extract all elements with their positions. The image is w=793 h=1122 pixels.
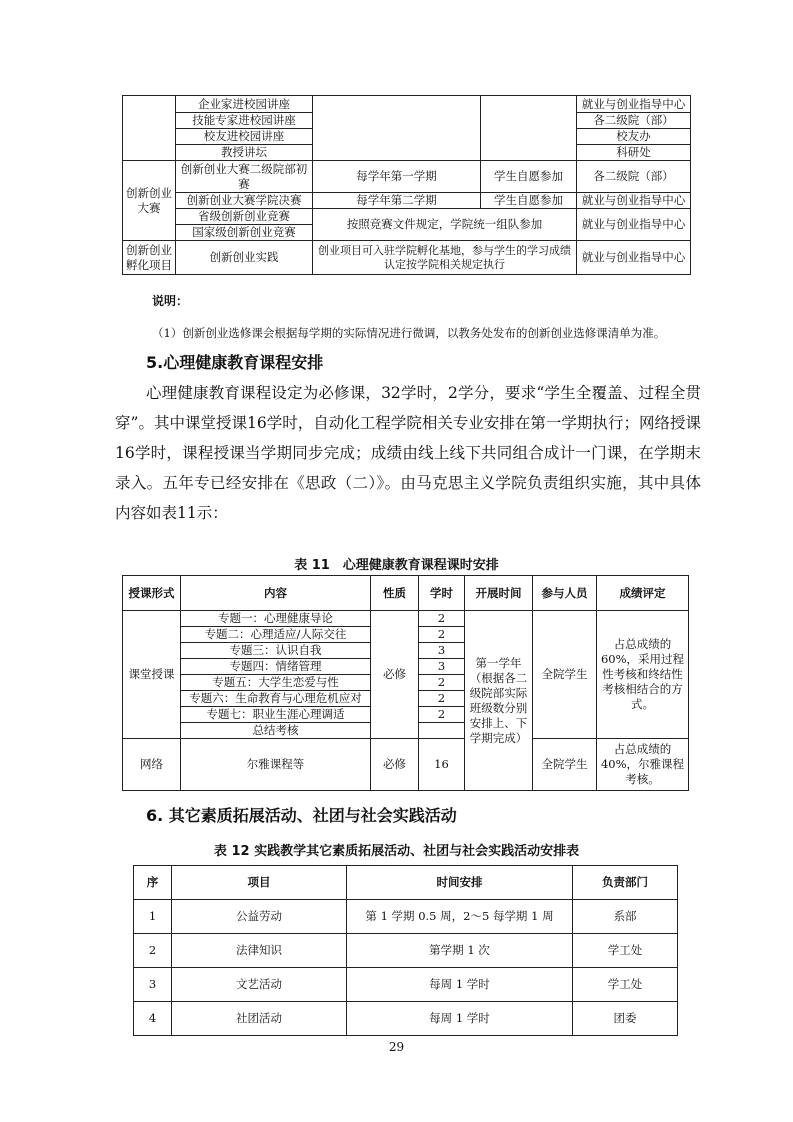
item-cell: 校友进校园讲座 xyxy=(176,129,313,145)
psych-course-table xyxy=(122,575,689,791)
innovation-activities-table xyxy=(122,95,691,275)
dept-cell: 各二级院（部） xyxy=(577,161,691,193)
row-number-cell: 1 xyxy=(134,900,172,934)
header-cell: 参与人员 xyxy=(533,576,597,611)
note-title: 说明： xyxy=(152,294,189,308)
topic-cell: 专题六：生命教育与心理危机应对 xyxy=(181,691,371,707)
teaching-form-cell: 课堂授课 xyxy=(123,611,181,739)
dept-cell: 就业与创业指导中心 xyxy=(577,193,691,209)
item-cell: 法律知识 xyxy=(172,934,347,968)
dept-cell: 学工处 xyxy=(573,968,678,1002)
topic-cell: 专题七：职业生涯心理调适 xyxy=(181,707,371,723)
mode-cell: 学生自愿参加 xyxy=(481,193,577,209)
hours-cell: 2 xyxy=(419,675,465,691)
teaching-form-cell: 网络 xyxy=(123,739,181,791)
header-cell: 开展时间 xyxy=(465,576,533,611)
header-cell: 成绩评定 xyxy=(597,576,689,611)
hours-cell xyxy=(419,723,465,739)
content-cell: 尔雅课程等 xyxy=(181,739,371,791)
item-cell: 公益劳动 xyxy=(172,900,347,934)
header-cell: 授课形式 xyxy=(123,576,181,611)
item-cell: 文艺活动 xyxy=(172,968,347,1002)
participants-cell: 全院学生 xyxy=(533,739,597,791)
item-cell: 创新创业大赛二级院部初赛 xyxy=(176,161,313,193)
section5-paragraph: 心理健康教育课程设定为必修课，32学时，2学分，要求“学生全覆盖、过程全贯穿”。其中课堂授课16学时，自动化工程学院相关专业安排在第一学期执行；网络授课16学时，课程授课当学期同步完成；成绩由线上线下共同组合成计一门课，在学期末录入。五年专已经安排在《思政（二）》。由马克思主义学院负责组织实施，其中具体内容如表11示： xyxy=(115,384,701,522)
item-cell: 企业家进校园讲座 xyxy=(176,96,313,113)
time-cell: 按照竞赛文件规定，学院统一组队参加 xyxy=(313,209,577,241)
topic-cell: 总结考核 xyxy=(181,723,371,739)
mode-cell: 学生自愿参加 xyxy=(481,161,577,193)
nature-cell: 必修 xyxy=(371,611,419,739)
row-number-cell: 2 xyxy=(134,934,172,968)
time-cell: 每周 1 学时 xyxy=(347,1002,573,1036)
topic-cell: 专题三：认识自我 xyxy=(181,643,371,659)
grading-cell: 占总成绩的60%，采用过程性考核和终结性考核相结合的方式。 xyxy=(597,611,689,739)
topic-cell: 专题四：情绪管理 xyxy=(181,659,371,675)
hours-cell: 3 xyxy=(419,643,465,659)
dept-cell: 学工处 xyxy=(573,934,678,968)
activities-table xyxy=(133,865,678,1036)
dept-cell: 科研处 xyxy=(577,145,691,161)
participants-cell: 全院学生 xyxy=(533,611,597,739)
dept-cell: 就业与创业指导中心 xyxy=(577,241,691,275)
time-cell xyxy=(313,96,481,161)
row-number-cell: 4 xyxy=(134,1002,172,1036)
header-cell: 负责部门 xyxy=(573,866,678,900)
table11-caption: 表 11 心理健康教育课程课时安排 xyxy=(294,558,499,573)
topic-cell: 专题五：大学生恋爱与性 xyxy=(181,675,371,691)
item-cell: 省级创新创业竞赛 xyxy=(176,209,313,225)
grading-cell: 占总成绩的40%，尔雅课程考核。 xyxy=(597,739,689,791)
item-cell: 创新创业大赛学院决赛 xyxy=(176,193,313,209)
item-cell: 国家级创新创业竞赛 xyxy=(176,225,313,241)
time-cell: 第学期 1 次 xyxy=(347,934,573,968)
time-cell: 每学年第一学期 xyxy=(313,161,481,193)
hours-cell: 16 xyxy=(419,739,465,791)
dept-cell: 各二级院（部） xyxy=(577,113,691,129)
header-cell: 学时 xyxy=(419,576,465,611)
topic-cell: 专题二：心理适应/人际交往 xyxy=(181,627,371,643)
mode-cell xyxy=(481,96,577,161)
note-text: （1）创新创业选修课会根据每学期的实际情况进行微调，以教务处发布的创新创业选修课清单为准。 xyxy=(152,326,666,340)
hours-cell: 2 xyxy=(419,627,465,643)
time-cell: 第 1 学期 0.5 周，2～5 每学期 1 周 xyxy=(347,900,573,934)
section5-heading: 5.心理健康教育课程安排 xyxy=(146,353,324,372)
nature-cell: 必修 xyxy=(371,739,419,791)
hours-cell: 3 xyxy=(419,659,465,675)
item-cell: 教授讲坛 xyxy=(176,145,313,161)
hours-cell: 2 xyxy=(419,707,465,723)
page-number: 29 xyxy=(388,1040,405,1054)
dept-cell: 团委 xyxy=(573,1002,678,1036)
category-cell: 创新创业孵化项目 xyxy=(123,241,176,275)
header-cell: 项目 xyxy=(172,866,347,900)
hours-cell: 2 xyxy=(419,691,465,707)
schedule-cell: 第一学年（根据各二级院部实际班级数分别安排上、下学期完成） xyxy=(465,611,533,791)
header-cell: 时间安排 xyxy=(347,866,573,900)
dept-cell: 就业与创业指导中心 xyxy=(577,96,691,113)
dept-cell: 系部 xyxy=(573,900,678,934)
time-cell: 创业项目可入驻学院孵化基地，参与学生的学习成绩认定按学院相关规定执行 xyxy=(313,241,577,275)
item-cell: 技能专家进校园讲座 xyxy=(176,113,313,129)
row-number-cell: 3 xyxy=(134,968,172,1002)
header-cell: 内容 xyxy=(181,576,371,611)
item-cell: 创新创业实践 xyxy=(176,241,313,275)
category-cell: 创新创业大赛 xyxy=(123,161,176,241)
dept-cell: 就业与创业指导中心 xyxy=(577,209,691,241)
dept-cell: 校友办 xyxy=(577,129,691,145)
table12-caption: 表 12 实践教学其它素质拓展活动、社团与社会实践活动安排表 xyxy=(213,844,580,859)
time-cell: 每学年第二学期 xyxy=(313,193,481,209)
hours-cell: 2 xyxy=(419,611,465,627)
item-cell: 社团活动 xyxy=(172,1002,347,1036)
header-cell: 性质 xyxy=(371,576,419,611)
topic-cell: 专题一：心理健康导论 xyxy=(181,611,371,627)
time-cell: 每周 1 学时 xyxy=(347,968,573,1002)
header-cell: 序 xyxy=(134,866,172,900)
section6-heading: 6. 其它素质拓展活动、社团与社会实践活动 xyxy=(146,806,457,825)
category-cell xyxy=(123,96,176,161)
